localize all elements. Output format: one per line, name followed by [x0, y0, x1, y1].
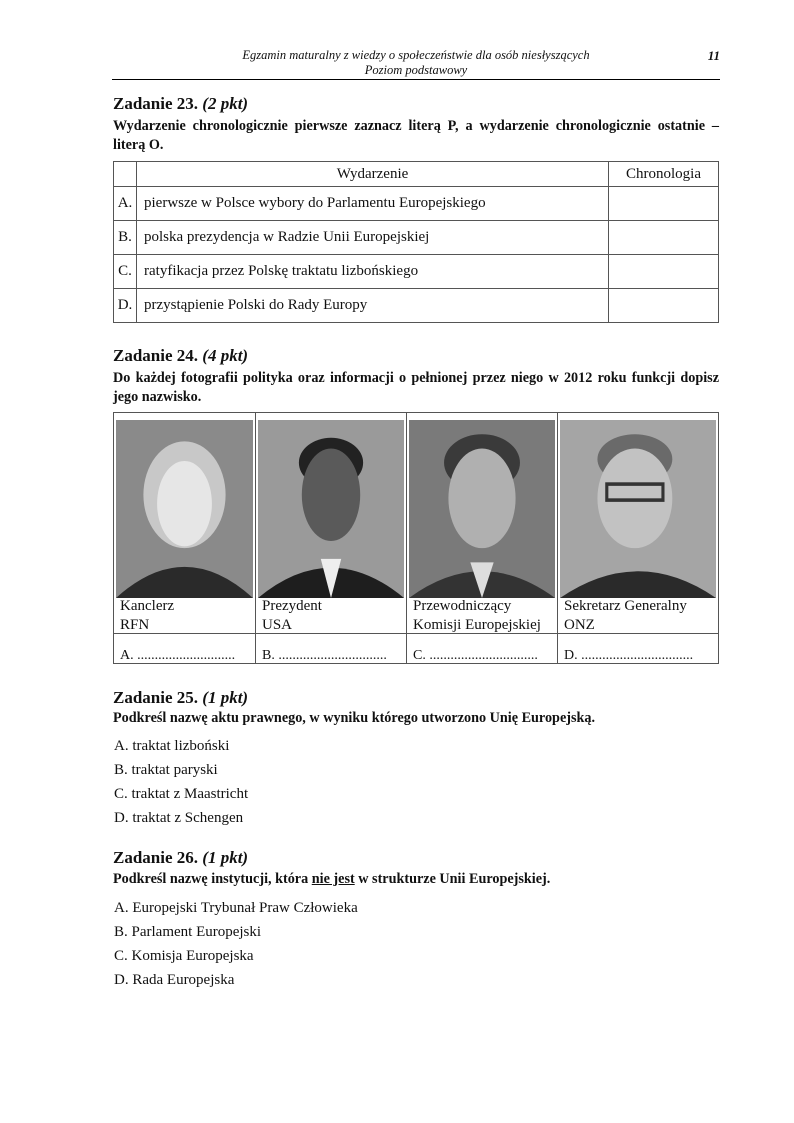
- row-letter: D.: [114, 289, 137, 323]
- answer-option[interactable]: D. Rada Europejska: [114, 972, 235, 988]
- task25-points: (1 pkt): [202, 688, 249, 707]
- caption-line1: Sekretarz Generalny: [564, 598, 687, 614]
- task26-number: Zadanie 26.: [113, 848, 199, 867]
- answer-field[interactable]: B. ...............................: [256, 633, 406, 664]
- row-event: ratyfikacja przez Polskę traktatu lizbońskiego: [137, 255, 609, 289]
- task25-number: Zadanie 25.: [113, 688, 199, 707]
- task23-title: [113, 94, 248, 114]
- portrait-photo: [409, 420, 555, 598]
- chronology-answer-cell[interactable]: [609, 289, 719, 323]
- task24-title: [113, 346, 248, 366]
- task23-number: Zadanie 23.: [113, 94, 199, 113]
- task25-title: [113, 688, 248, 708]
- task23-points: (2 pkt): [202, 94, 249, 113]
- photo-cell: [256, 413, 407, 663]
- table-row: [114, 255, 719, 289]
- caption-line2: Komisji Europejskiej: [413, 617, 541, 633]
- task24-instruction: Do każdej fotografii polityka oraz informacji o pełnionej przez niego w 2012 roku funkcji dopisz jego nazwisko.: [113, 370, 719, 405]
- task24-number: Zadanie 24.: [113, 346, 199, 365]
- caption-line2: ONZ: [564, 617, 595, 633]
- caption-line2: USA: [262, 617, 293, 633]
- page-header: [112, 47, 720, 80]
- answer-field[interactable]: C. ...............................: [407, 633, 557, 664]
- row-event: polska prezydencja w Radzie Unii Europejskiej: [137, 221, 609, 255]
- portrait-photo: [560, 420, 716, 598]
- table-row: [114, 187, 719, 221]
- caption-line1: Przewodniczący: [413, 598, 512, 614]
- photo-cell: [407, 413, 558, 663]
- task26-points: (1 pkt): [202, 848, 249, 867]
- table-row: [114, 221, 719, 255]
- portrait-photo: [116, 420, 253, 598]
- answer-field[interactable]: D. ................................: [558, 633, 718, 664]
- header-exam-title: Egzamin maturalny z wiedzy o społeczeństwie dla osób niesłyszących: [242, 48, 590, 62]
- chronology-answer-cell[interactable]: [609, 221, 719, 255]
- chronology-answer-cell[interactable]: [609, 255, 719, 289]
- table-row: [114, 289, 719, 323]
- photo-cell: [114, 413, 256, 663]
- answer-option[interactable]: A. Europejski Trybunał Praw Człowieka: [114, 900, 358, 916]
- table-header-row: [114, 162, 719, 187]
- answer-option[interactable]: B. traktat paryski: [114, 762, 218, 778]
- instruction-text: w strukturze Unii Europejskiej.: [354, 871, 551, 887]
- task23-instruction: Wydarzenie chronologicznie pierwsze zaznacz literą P, a wydarzenie chronologicznie ostatnie – literą O.: [113, 118, 719, 153]
- photo-caption: [120, 597, 174, 635]
- answer-option[interactable]: A. traktat lizboński: [114, 738, 230, 754]
- row-letter: C.: [114, 255, 137, 289]
- photo-caption: [262, 597, 322, 635]
- answer-option[interactable]: C. Komisja Europejska: [114, 948, 254, 964]
- answer-option[interactable]: D. traktat z Schengen: [114, 810, 244, 826]
- task23-table: [113, 161, 719, 323]
- chronology-answer-cell[interactable]: [609, 187, 719, 221]
- caption-line1: Kanclerz: [120, 598, 175, 614]
- task26-title: [113, 848, 248, 868]
- row-event: przystąpienie Polski do Rady Europy: [137, 289, 609, 323]
- header-level: Poziom podstawowy: [364, 63, 468, 77]
- column-header-event: Wydarzenie: [137, 162, 609, 187]
- header-empty-cell: [114, 162, 137, 187]
- photo-caption: [413, 597, 541, 635]
- instruction-underlined: nie jest: [311, 871, 355, 887]
- task24-photo-table: [113, 412, 719, 664]
- caption-line1: Prezydent: [262, 598, 322, 614]
- photo-cell: [558, 413, 718, 663]
- task24-points: (4 pkt): [202, 346, 249, 365]
- answer-option[interactable]: B. Parlament Europejski: [114, 924, 262, 940]
- task25-instruction: Podkreśl nazwę aktu prawnego, w wyniku którego utworzono Unię Europejską.: [113, 710, 596, 726]
- row-letter: A.: [114, 187, 137, 221]
- caption-line2: RFN: [120, 617, 150, 633]
- page-number: 11: [707, 48, 720, 63]
- column-header-chronology: Chronologia: [609, 162, 719, 187]
- photo-caption: [564, 597, 687, 635]
- row-event: pierwsze w Polsce wybory do Parlamentu Europejskiego: [137, 187, 609, 221]
- portrait-photo: [258, 420, 404, 598]
- instruction-text: Podkreśl nazwę instytucji, która: [113, 871, 312, 887]
- row-letter: B.: [114, 221, 137, 255]
- answer-field[interactable]: A. ............................: [114, 633, 255, 664]
- task26-instruction: [113, 870, 719, 889]
- answer-option[interactable]: C. traktat z Maastricht: [114, 786, 249, 802]
